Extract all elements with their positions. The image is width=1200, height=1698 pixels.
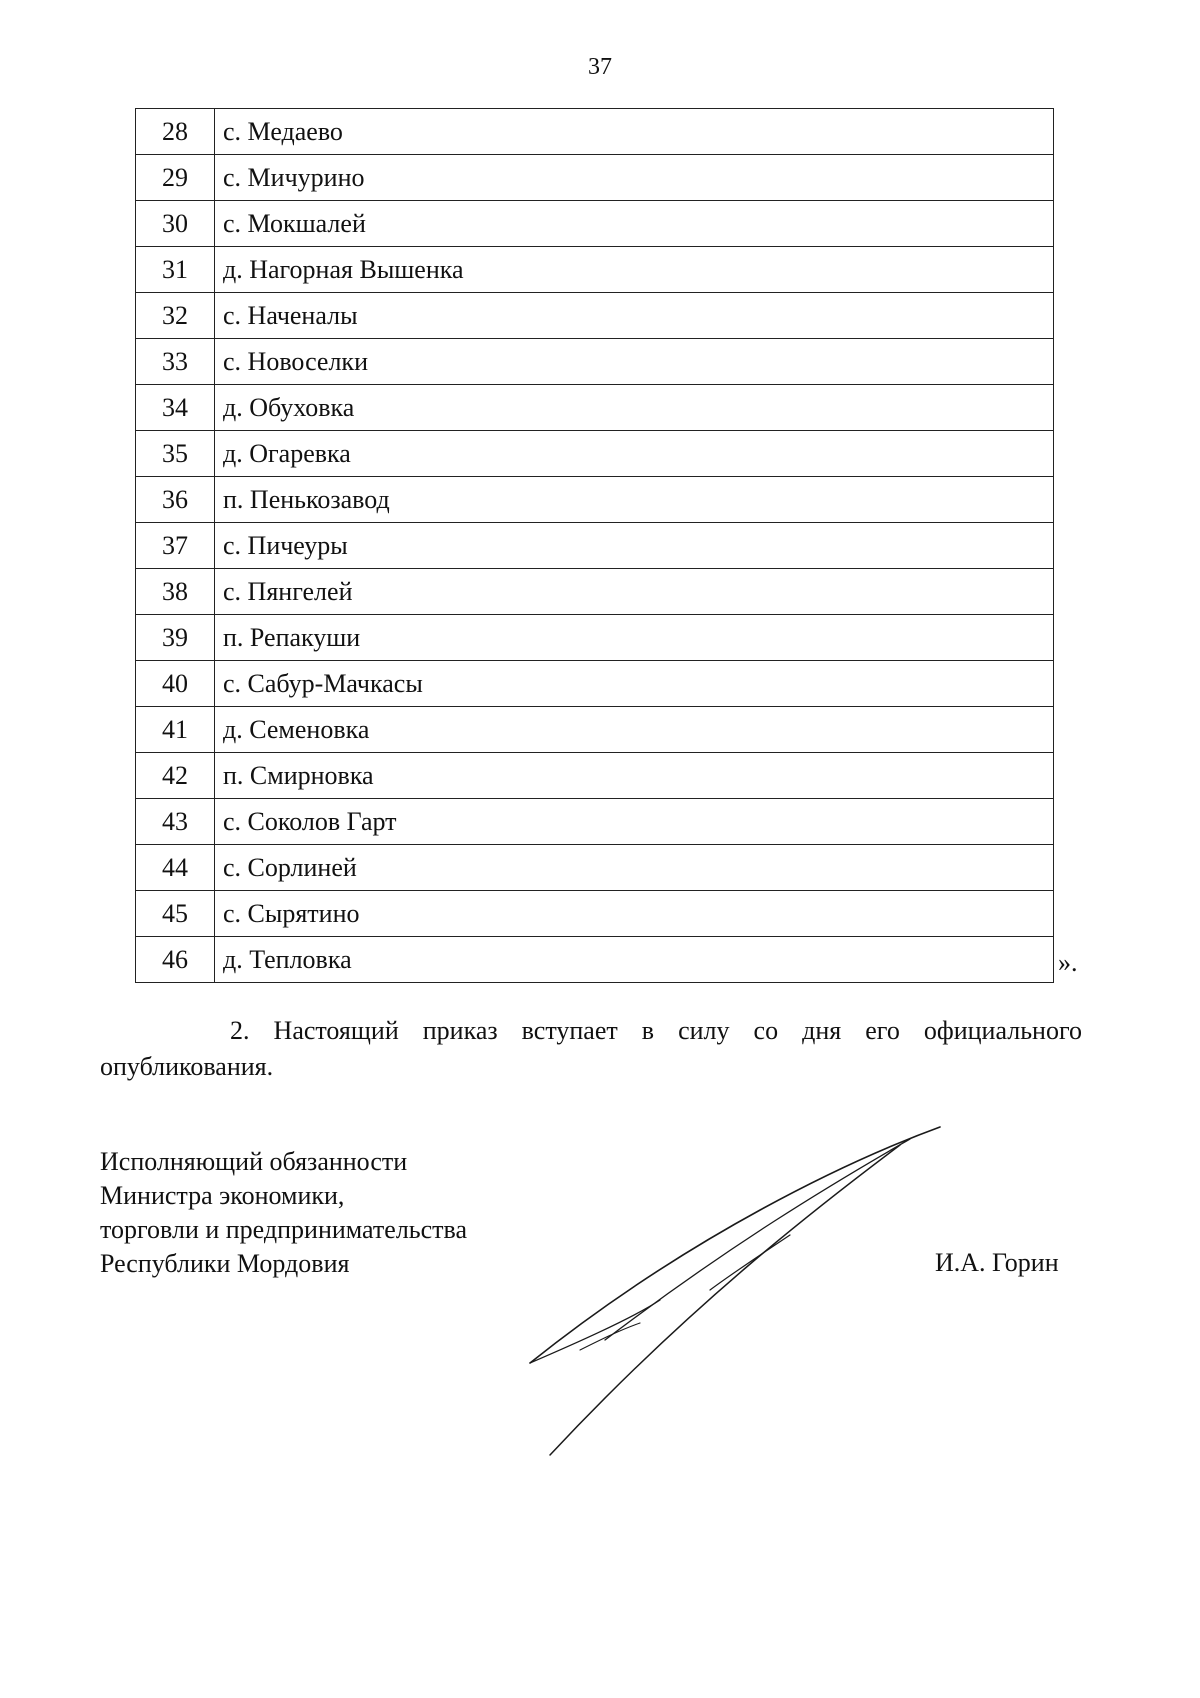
row-number: 36 [136,477,215,523]
table-row [136,523,1054,569]
table-row [136,891,1054,937]
settlements-table [135,108,1054,983]
handwritten-signature [520,1125,960,1470]
row-number: 42 [136,753,215,799]
row-number: 43 [136,799,215,845]
settlement-name: с. Сырятино [215,891,1054,937]
settlements-table-wrapper [135,108,1054,983]
settlement-name: с. Медаево [215,109,1054,155]
settlement-name: п. Пенькозавод [215,477,1054,523]
settlement-name: п. Смирновка [215,753,1054,799]
table-row [136,707,1054,753]
table-row [136,799,1054,845]
signatory-title-line: Исполняющий обязанности [100,1147,408,1176]
settlement-name: с. Сабур-Мачкасы [215,661,1054,707]
row-number: 40 [136,661,215,707]
table-row [136,293,1054,339]
table-row [136,385,1054,431]
signatory-title-line: торговли и предпринимательства [100,1215,468,1244]
row-number: 38 [136,569,215,615]
table-row [136,431,1054,477]
table-row [136,201,1054,247]
row-number: 44 [136,845,215,891]
settlement-name: с. Пянгелей [215,569,1054,615]
settlements-table-body [136,109,1054,983]
table-row [136,339,1054,385]
closing-quote-mark: ». [1058,948,1078,977]
settlement-name: с. Наченалы [215,293,1054,339]
settlement-name: д. Обуховка [215,385,1054,431]
settlement-name: с. Сорлиней [215,845,1054,891]
table-row [136,753,1054,799]
table-row [136,661,1054,707]
settlement-name: д. Нагорная Вышенка [215,247,1054,293]
row-number: 45 [136,891,215,937]
page-number: 37 [588,54,612,80]
table-row [136,569,1054,615]
row-number: 33 [136,339,215,385]
row-number: 35 [136,431,215,477]
settlement-name: с. Пичеуры [215,523,1054,569]
signatory-title-line: Республики Мордовия [100,1249,350,1278]
row-number: 37 [136,523,215,569]
table-row [136,845,1054,891]
signer-name: И.А. Горин [935,1248,1059,1277]
table-row [136,155,1054,201]
settlement-name: д. Семеновка [215,707,1054,753]
row-number: 32 [136,293,215,339]
row-number: 30 [136,201,215,247]
table-row [136,937,1054,983]
row-number: 39 [136,615,215,661]
row-number: 31 [136,247,215,293]
row-number: 41 [136,707,215,753]
settlement-name: с. Мичурино [215,155,1054,201]
row-number: 28 [136,109,215,155]
table-row [136,247,1054,293]
settlement-name: с. Новоселки [215,339,1054,385]
settlement-name: п. Репакуши [215,615,1054,661]
row-number: 34 [136,385,215,431]
settlement-name: с. Мокшалей [215,201,1054,247]
row-number: 29 [136,155,215,201]
signatory-title-line: Министра экономики, [100,1181,345,1210]
table-row [136,477,1054,523]
row-number: 46 [136,937,215,983]
settlement-name: с. Соколов Гарт [215,799,1054,845]
settlement-name: д. Огаревка [215,431,1054,477]
table-row [136,109,1054,155]
paragraph-2: 2. Настоящий приказ вступает в силу со дня его официального опубликования. [100,1016,1082,1081]
settlement-name: д. Тепловка [215,937,1054,983]
signatory-title-block [100,1145,467,1281]
table-row [136,615,1054,661]
